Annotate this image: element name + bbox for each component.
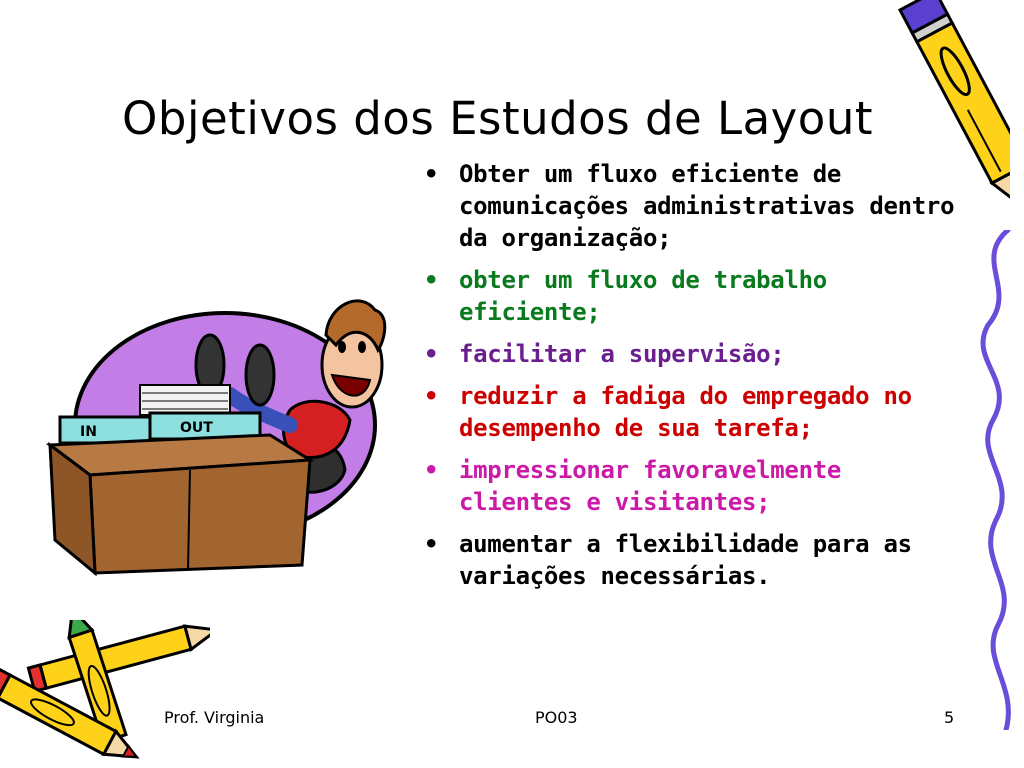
crayons-icon <box>0 620 210 760</box>
bullet-text: Obter um fluxo eficiente de comunicações administrativas dentro da organização; <box>459 160 955 252</box>
bullet-item <box>424 264 964 328</box>
footer-page-number: 5 <box>944 708 955 727</box>
footer-course: PO03 <box>535 708 578 727</box>
slide-title: Objetivos dos Estudos de Layout <box>122 92 873 145</box>
decorative-border-line <box>968 230 1024 730</box>
bullet-marker: • <box>424 530 439 558</box>
bullet-text: impressionar favoravelmente clientes e visitantes; <box>459 456 842 516</box>
relaxed-worker-clipart <box>40 285 420 580</box>
out-tray-label: OUT <box>180 420 213 436</box>
bullet-item <box>424 454 964 518</box>
bullet-marker: • <box>424 382 439 410</box>
bullet-marker: • <box>424 456 439 484</box>
in-tray-label: IN <box>80 424 97 440</box>
bullet-text: obter um fluxo de trabalho eficiente; <box>459 266 827 326</box>
bullet-marker: • <box>424 340 439 368</box>
bullet-text: aumentar a flexibilidade para as variações necessárias. <box>459 530 912 590</box>
bullet-list <box>424 158 964 602</box>
bullet-marker: • <box>424 266 439 294</box>
bullet-item <box>424 380 964 444</box>
bullet-item <box>424 338 964 370</box>
bullet-text: reduzir a fadiga do empregado no desempenho de sua tarefa; <box>459 382 912 442</box>
footer-author: Prof. Virginia <box>164 708 265 727</box>
bullet-item <box>424 158 964 254</box>
bullet-item <box>424 528 964 592</box>
bullet-text: facilitar a supervisão; <box>459 340 785 368</box>
bullet-marker: • <box>424 160 439 188</box>
